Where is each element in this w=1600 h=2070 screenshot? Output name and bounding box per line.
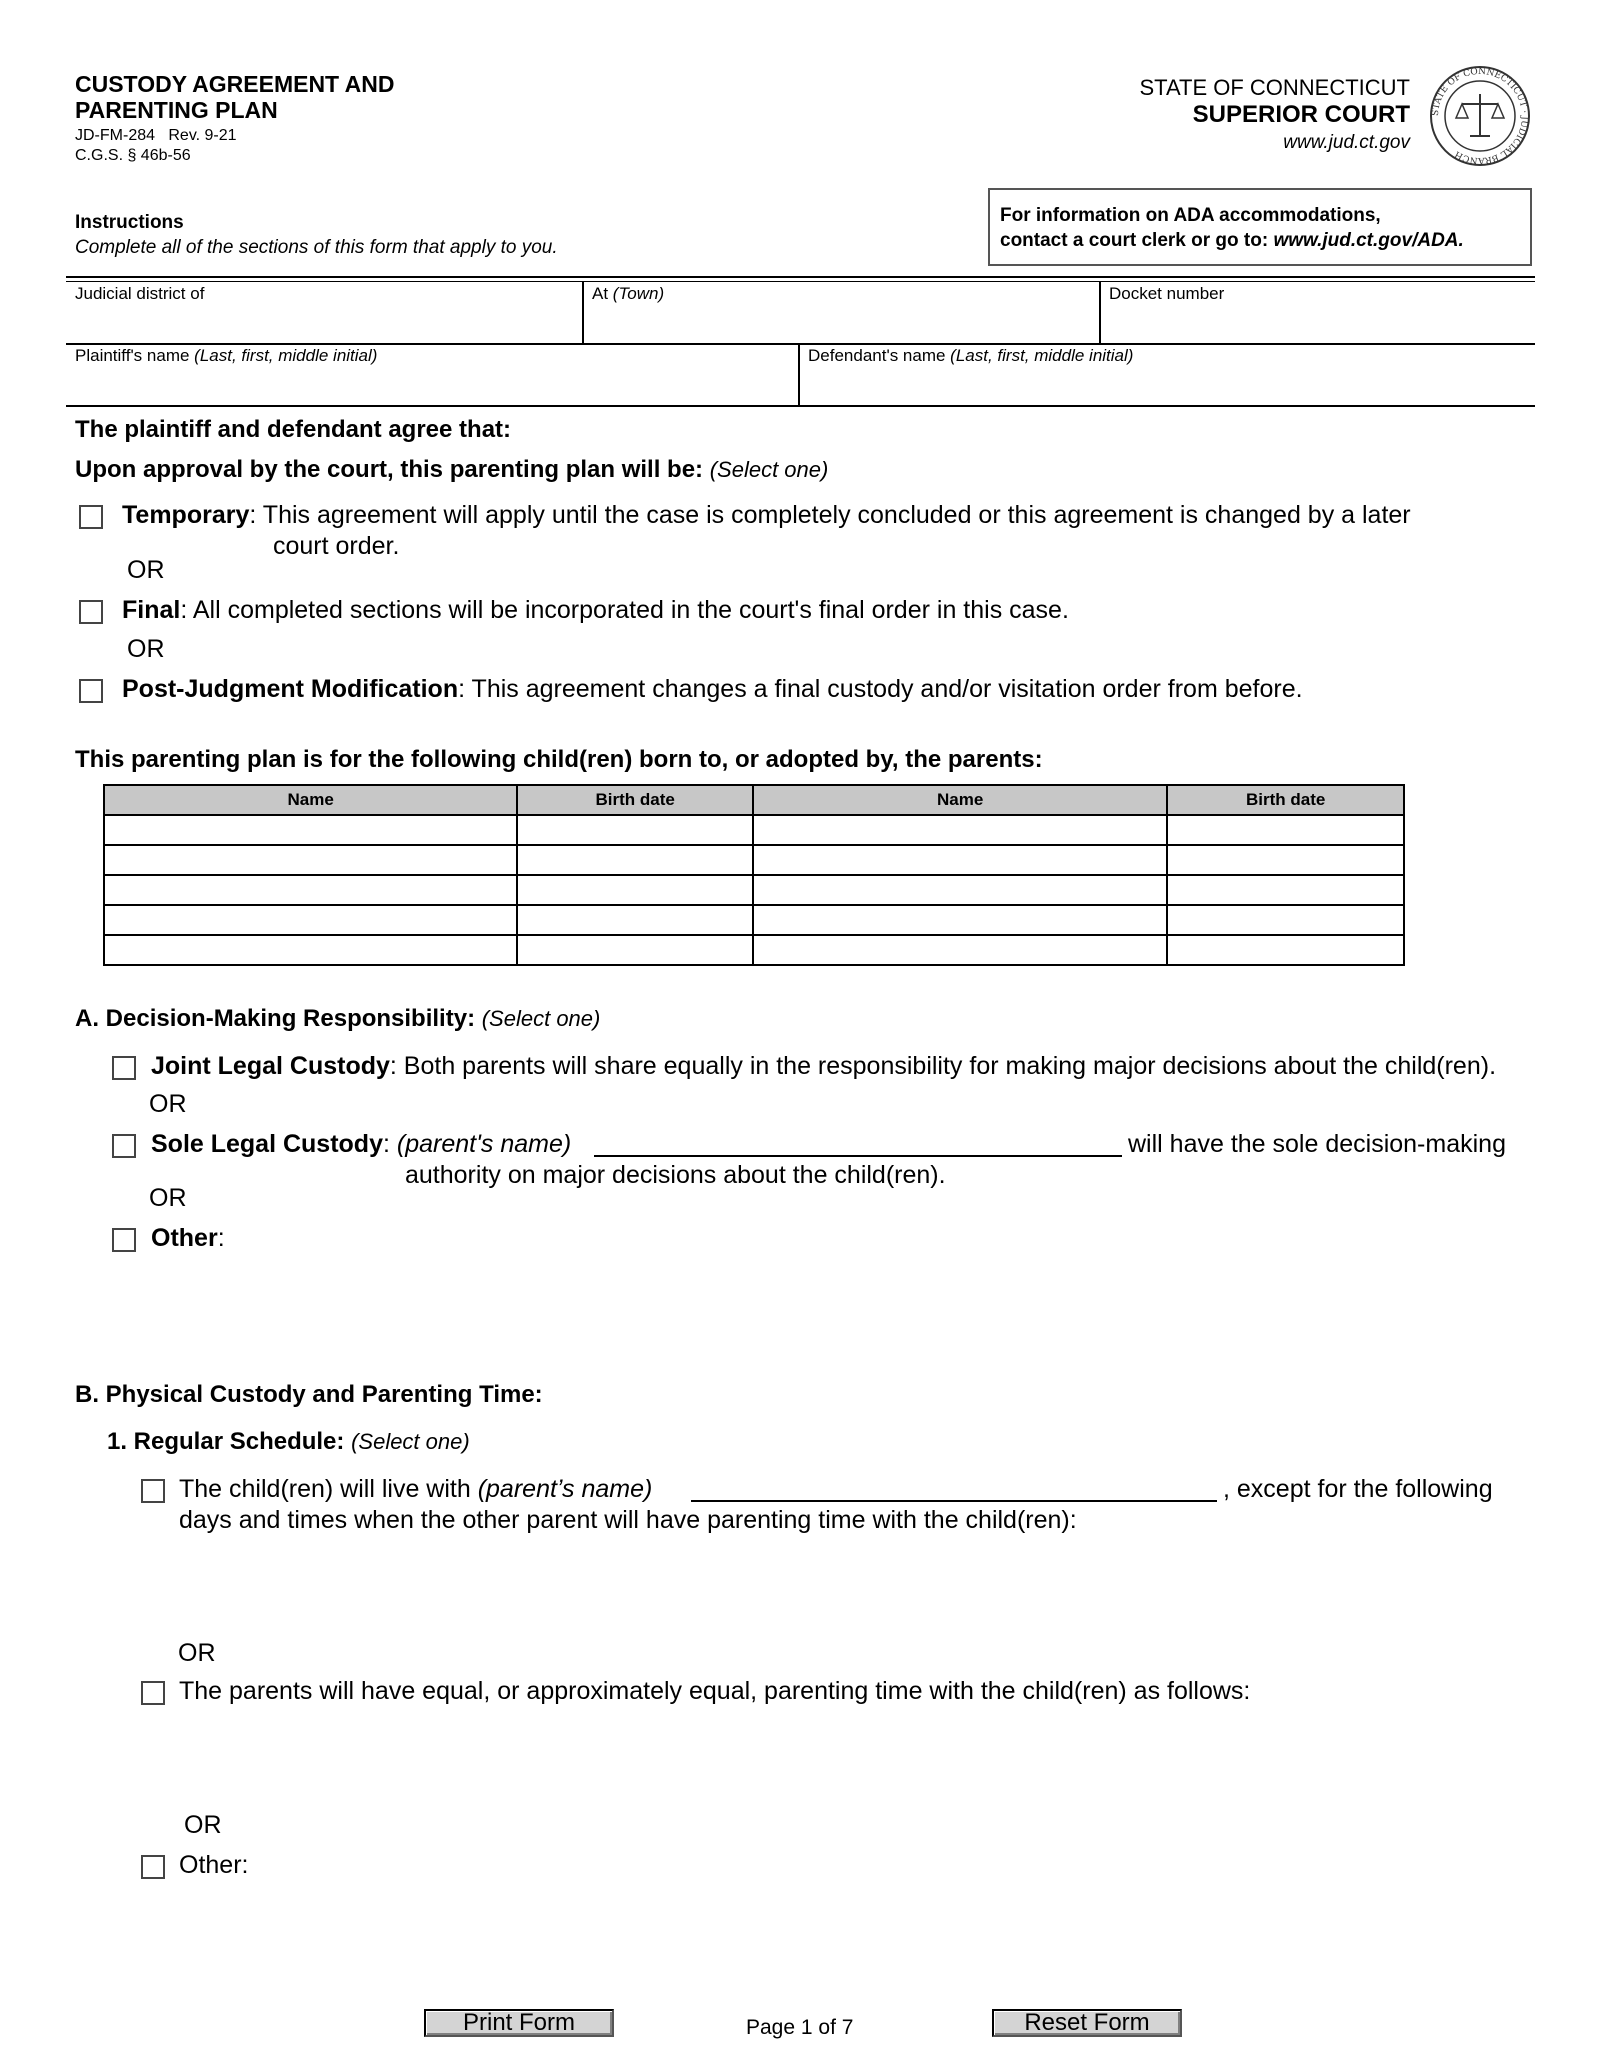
- joint-legal-option: [151, 1051, 1551, 1082]
- child-birth-date-cell[interactable]: [1167, 875, 1404, 905]
- select-one-hint: (Select one): [481, 1006, 601, 1031]
- sole-parent-name-input[interactable]: [594, 1155, 1122, 1157]
- child-name-cell[interactable]: [104, 905, 517, 935]
- form-title: [75, 71, 394, 123]
- instructions-text: Complete all of the sections of this form that apply to you.: [75, 237, 558, 258]
- other-decision-label: Other: [151, 1224, 218, 1252]
- temporary-checkbox[interactable]: [79, 505, 103, 529]
- select-one-hint: (Select one): [709, 457, 829, 482]
- table-row: [104, 905, 1404, 935]
- instructions: [75, 210, 558, 260]
- judicial-district-field[interactable]: [75, 284, 204, 304]
- joint-legal-checkbox[interactable]: [112, 1056, 136, 1080]
- final-checkbox[interactable]: [79, 600, 103, 624]
- approval-text: Upon approval by the court, this parenting plan will be:: [75, 456, 710, 483]
- child-birth-date-cell[interactable]: [1167, 845, 1404, 875]
- other-decision-checkbox[interactable]: [112, 1228, 136, 1252]
- or-label: OR: [149, 1184, 187, 1212]
- temporary-text-cont: court order.: [273, 532, 400, 560]
- column-header: Birth date: [1167, 785, 1404, 815]
- plaintiff-label: Plaintiff's name: [75, 346, 195, 365]
- child-birth-date-cell[interactable]: [517, 875, 753, 905]
- live-with-option: [179, 1474, 652, 1505]
- regular-schedule-title: 1. Regular Schedule:: [107, 1428, 352, 1455]
- town-field[interactable]: [592, 284, 664, 304]
- divider: [66, 405, 1535, 407]
- child-birth-date-cell[interactable]: [1167, 935, 1404, 965]
- town-label: At: [592, 284, 613, 303]
- other-decision-colon: :: [217, 1224, 225, 1252]
- sole-legal-text: will have the sole decision-making: [1128, 1130, 1506, 1158]
- table-row: [104, 845, 1404, 875]
- column-header: Name: [104, 785, 517, 815]
- defendant-field[interactable]: [808, 346, 1133, 366]
- table-row: [104, 935, 1404, 965]
- seal-text: STATE OF CONNECTICUT · JUDICIAL BRANCH: [1430, 66, 1530, 166]
- child-name-cell[interactable]: [104, 935, 517, 965]
- other-schedule-checkbox[interactable]: [141, 1855, 165, 1879]
- other-decision-option: [151, 1223, 225, 1254]
- children-table-header: [104, 785, 1404, 815]
- docket-field[interactable]: [1109, 284, 1224, 304]
- other-schedule-label: Other:: [179, 1851, 249, 1879]
- judicial-district-label: Judicial district of: [75, 284, 205, 303]
- sole-legal-parent-hint: (parent's name): [396, 1130, 572, 1158]
- select-one-hint: (Select one): [351, 1429, 470, 1454]
- or-label: OR: [178, 1639, 216, 1667]
- divider: [582, 281, 584, 343]
- or-label: OR: [127, 635, 165, 663]
- ada-link[interactable]: www.jud.ct.gov/ADA.: [1273, 230, 1464, 251]
- instructions-heading: Instructions: [75, 212, 184, 233]
- ada-box: [988, 188, 1532, 266]
- sole-legal-text-cont: authority on major decisions about the child(ren).: [405, 1161, 946, 1189]
- sole-legal-label: Sole Legal Custody: [151, 1130, 383, 1158]
- temporary-text: : This agreement will apply until the case is completely concluded or this agreement is changed by a later: [249, 501, 1411, 529]
- child-name-cell[interactable]: [753, 815, 1167, 845]
- child-name-cell[interactable]: [753, 935, 1167, 965]
- post-judgment-checkbox[interactable]: [79, 679, 103, 703]
- sole-legal-checkbox[interactable]: [112, 1134, 136, 1158]
- or-label: OR: [127, 556, 165, 584]
- section-a-heading: [75, 1005, 600, 1033]
- column-header: Name: [753, 785, 1167, 815]
- ada-line1: For information on ADA accommodations,: [1000, 205, 1381, 226]
- child-birth-date-cell[interactable]: [517, 815, 753, 845]
- table-row: [104, 875, 1404, 905]
- live-with-suffix: , except for the following: [1223, 1475, 1493, 1503]
- child-name-cell[interactable]: [104, 845, 517, 875]
- form-revision: Rev. 9-21: [168, 127, 237, 144]
- court-header: [1010, 74, 1410, 157]
- agreement-heading: The plaintiff and defendant agree that:: [75, 416, 512, 443]
- post-judgment-option: [122, 674, 1303, 705]
- title-line1: CUSTODY AGREEMENT AND: [75, 71, 395, 97]
- court-seal-icon: [1428, 64, 1532, 168]
- temporary-label: Temporary: [122, 501, 250, 529]
- live-with-text: The child(ren) will live with: [179, 1475, 478, 1503]
- child-name-cell[interactable]: [104, 815, 517, 845]
- child-birth-date-cell[interactable]: [517, 935, 753, 965]
- divider: [66, 281, 1535, 282]
- child-birth-date-cell[interactable]: [1167, 905, 1404, 935]
- live-with-parent-input[interactable]: [691, 1500, 1217, 1502]
- sole-legal-option: [151, 1129, 571, 1160]
- state-name: STATE OF CONNECTICUT: [1139, 75, 1410, 100]
- regular-schedule-heading: [107, 1428, 470, 1456]
- divider: [798, 345, 800, 405]
- child-name-cell[interactable]: [753, 875, 1167, 905]
- child-name-cell[interactable]: [753, 845, 1167, 875]
- plaintiff-field[interactable]: [75, 346, 377, 366]
- final-option: [122, 595, 1069, 626]
- child-name-cell[interactable]: [104, 875, 517, 905]
- ada-line2: contact a court clerk or go to:: [1000, 230, 1274, 251]
- section-a-title: A. Decision-Making Responsibility:: [75, 1005, 482, 1032]
- live-with-checkbox[interactable]: [141, 1479, 165, 1503]
- child-birth-date-cell[interactable]: [517, 905, 753, 935]
- sole-legal-colon: :: [382, 1130, 397, 1158]
- post-judgment-label: Post-Judgment Modification: [122, 675, 459, 703]
- or-label: OR: [184, 1811, 222, 1839]
- court-name: SUPERIOR COURT: [1192, 101, 1410, 128]
- section-b-heading: B. Physical Custody and Parenting Time:: [75, 1381, 543, 1408]
- title-line2: PARENTING PLAN: [75, 97, 278, 123]
- divider: [1099, 281, 1101, 343]
- post-judgment-text: : This agreement changes a final custody and/or visitation order from before.: [458, 675, 1303, 703]
- divider: [66, 343, 1535, 345]
- equal-time-text: The parents will have equal, or approximately equal, parenting time with the child(ren) as follows:: [179, 1677, 1251, 1705]
- joint-legal-label: Joint Legal Custody: [151, 1052, 390, 1080]
- plaintiff-label-italic: (Last, first, middle initial): [194, 346, 378, 365]
- table-row: [104, 815, 1404, 845]
- joint-legal-text: : Both parents will share equally in the responsibility for making major decisions about the child(ren).: [389, 1052, 1497, 1080]
- reset-form-button[interactable]: Reset Form: [992, 2009, 1182, 2037]
- town-label-italic: (Town): [612, 284, 665, 303]
- docket-label: Docket number: [1109, 284, 1225, 303]
- final-text: : All completed sections will be incorporated in the court's final order in this case.: [180, 596, 1069, 624]
- column-header: Birth date: [517, 785, 753, 815]
- children-table: [103, 784, 1405, 966]
- approval-line: [75, 456, 828, 484]
- defendant-label-italic: (Last, first, middle initial): [950, 346, 1134, 365]
- final-label: Final: [122, 596, 181, 624]
- live-with-text-cont: days and times when the other parent will have parenting time with the child(ren):: [179, 1506, 1077, 1534]
- divider: [66, 276, 1535, 278]
- form-number: JD-FM-284: [75, 127, 156, 144]
- print-form-button[interactable]: Print Form: [424, 2009, 614, 2037]
- equal-time-checkbox[interactable]: [141, 1681, 165, 1705]
- or-label: OR: [149, 1090, 187, 1118]
- children-heading: This parenting plan is for the following child(ren) born to, or adopted by, the parents:: [75, 746, 1043, 773]
- child-birth-date-cell[interactable]: [517, 845, 753, 875]
- child-birth-date-cell[interactable]: [1167, 815, 1404, 845]
- defendant-label: Defendant's name: [808, 346, 951, 365]
- statute: C.G.S. § 46b-56: [75, 147, 191, 164]
- page-number: Page 1 of 7: [746, 2016, 854, 2039]
- child-name-cell[interactable]: [753, 905, 1167, 935]
- form-number-block: [75, 126, 237, 166]
- court-website: www.jud.ct.gov: [1283, 132, 1410, 153]
- children-table-body: [104, 815, 1404, 965]
- temporary-option: [122, 500, 1542, 531]
- live-with-parent-hint: (parent’s name): [477, 1475, 653, 1503]
